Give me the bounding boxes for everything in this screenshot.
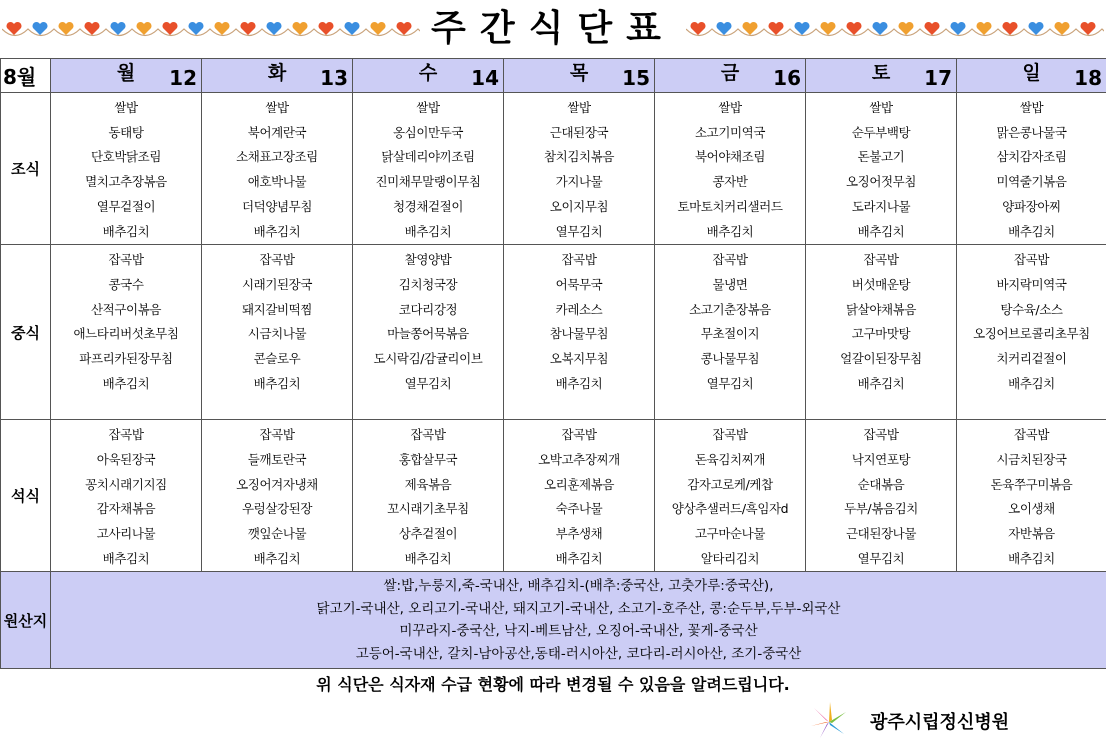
menu-item: 콩국수 <box>108 276 144 292</box>
menu-item: 고구마맛탕 <box>851 326 911 342</box>
menu-item: 돼지갈비떡찜 <box>241 301 313 317</box>
origin-label: 원산지 <box>1 572 51 669</box>
menu-cell <box>957 420 1106 572</box>
heart-icon <box>370 22 385 35</box>
menu-item: 소고기미역국 <box>694 124 766 140</box>
menu-item: 맑은콩나물국 <box>996 124 1067 140</box>
menu-cell <box>655 420 806 572</box>
menu-item: 탕수육/소스 <box>1000 301 1063 317</box>
day-header <box>957 59 1106 93</box>
menu-item: 쌀밥 <box>1019 100 1044 115</box>
menu-item: 잡곡밥 <box>410 427 446 443</box>
menu-item: 김치청국장 <box>398 276 458 292</box>
heart-icon <box>742 22 757 35</box>
hospital-logo-icon <box>810 700 848 740</box>
menu-item: 열무김치 <box>857 550 905 566</box>
menu-item: 닭살야채볶음 <box>845 301 917 317</box>
menu-item: 열무김치 <box>555 223 603 239</box>
menu-item: 감자고로케/케찹 <box>687 476 773 492</box>
menu-item: 배추김치 <box>1008 223 1055 239</box>
origin-line: 고등어-국내산, 갈치-남아공산,동태-러시아산, 코다리-러시아산, 조기-중국산 <box>355 645 802 662</box>
menu-item: 배추김치 <box>404 550 452 566</box>
menu-item: 잡곡밥 <box>712 427 748 443</box>
menu-item: 진미채무말랭이무침 <box>375 174 481 190</box>
menu-item: 쌀밥 <box>265 100 289 115</box>
heart-icon <box>690 22 705 35</box>
menu-cell <box>957 245 1106 420</box>
heart-icon <box>950 22 965 35</box>
title-bar <box>0 0 1106 58</box>
menu-item: 우렁살강된장 <box>241 501 313 517</box>
day-number: 13 <box>320 66 348 90</box>
menu-item: 배추김치 <box>102 223 150 239</box>
menu-item: 오리훈제볶음 <box>543 476 615 492</box>
menu-item: 홍합살무국 <box>398 451 458 467</box>
menu-item: 버섯매운탕 <box>851 276 911 292</box>
menu-item: 꼬시래기초무침 <box>387 501 469 517</box>
menu-item: 양상추샐러드/흑임자d <box>671 501 789 517</box>
menu-item: 단호박닭조림 <box>90 149 162 165</box>
meal-row-dinner <box>1 420 1106 572</box>
menu-item: 오징어젓무침 <box>845 174 917 190</box>
menu-item: 시래기된장국 <box>241 276 313 292</box>
day-name: 일 <box>1022 62 1041 84</box>
menu-item: 미역줄기볶음 <box>996 174 1067 190</box>
menu-cell <box>202 420 353 572</box>
day-name: 토 <box>871 62 891 84</box>
menu-item: 배추김치 <box>1008 550 1055 566</box>
day-header <box>51 59 202 93</box>
heart-icon <box>846 22 861 35</box>
menu-item: 낙지연포탕 <box>851 451 911 467</box>
heart-icon <box>898 22 913 35</box>
day-number: 16 <box>773 66 801 90</box>
heart-icon <box>794 22 809 35</box>
menu-item: 바지락미역국 <box>996 276 1067 292</box>
notice-text: 위 식단은 식자재 수급 현황에 따라 변경될 수 있음을 알려드립니다. <box>316 675 790 694</box>
menu-cell <box>51 93 202 245</box>
menu-item: 오박고추장찌개 <box>538 451 620 467</box>
menu-item: 잡곡밥 <box>1013 252 1050 268</box>
menu-item: 알타리김치 <box>700 550 760 566</box>
menu-item: 잡곡밥 <box>863 427 899 443</box>
heart-icon <box>188 22 203 35</box>
hospital-name: 광주시립정신병원 <box>870 712 1010 733</box>
meal-label: 중식 <box>1 245 51 420</box>
menu-item: 돈육김치찌개 <box>694 451 766 467</box>
heart-icon <box>1002 22 1017 35</box>
menu-cell <box>202 245 353 420</box>
menu-item: 얼갈이된장무침 <box>840 351 922 367</box>
day-header <box>655 59 806 93</box>
heart-icon <box>768 22 783 35</box>
menu-item: 잡곡밥 <box>863 252 899 268</box>
heart-icon <box>292 22 307 35</box>
menu-item: 가지나물 <box>555 174 603 190</box>
menu-item: 오이생채 <box>1008 501 1055 517</box>
day-number: 14 <box>471 66 499 90</box>
menu-item: 북어계란국 <box>247 124 307 140</box>
menu-item: 삼치감자조림 <box>996 149 1067 165</box>
day-name: 목 <box>569 62 589 84</box>
day-name: 금 <box>720 62 740 84</box>
heart-icon <box>58 22 73 35</box>
menu-item: 쌀밥 <box>869 100 893 115</box>
menu-item: 북어야채조림 <box>694 149 766 165</box>
day-number: 18 <box>1074 66 1102 90</box>
menu-item: 열무김치 <box>706 375 754 391</box>
menu-item: 쌀밥 <box>114 100 138 115</box>
heart-icon <box>1054 22 1069 35</box>
menu-item: 산적구이볶음 <box>90 301 162 317</box>
menu-item: 동태탕 <box>108 124 144 140</box>
meal-label: 석식 <box>1 420 51 572</box>
menu-item: 오이지무침 <box>549 198 609 214</box>
header-row <box>1 59 1106 93</box>
heart-icon <box>266 22 281 35</box>
menu-item: 어묵무국 <box>555 276 603 292</box>
menu-item: 참나물무침 <box>549 326 609 342</box>
menu-item: 배추김치 <box>1008 375 1055 391</box>
menu-item: 돈육쭈구미볶음 <box>990 476 1073 492</box>
menu-item: 배추김치 <box>253 375 301 391</box>
menu-item: 오징어겨자냉채 <box>236 476 318 492</box>
heart-icon <box>344 22 359 35</box>
menu-cell <box>655 245 806 420</box>
day-header <box>202 59 353 93</box>
menu-cell <box>202 93 353 245</box>
menu-item: 도시락김/감귤리이브 <box>373 351 483 367</box>
menu-item: 멸치고추장볶음 <box>85 174 167 190</box>
meal-row-lunch <box>1 245 1106 420</box>
heart-icon <box>716 22 731 35</box>
meal-label: 조식 <box>1 93 51 245</box>
menu-cell <box>655 93 806 245</box>
heart-icon <box>32 22 47 35</box>
heart-icon <box>162 22 177 35</box>
menu-item: 근대된장나물 <box>845 526 917 542</box>
menu-item: 찰영양밥 <box>404 252 452 268</box>
menu-item: 쌀밥 <box>567 100 591 115</box>
menu-item: 무초절이지 <box>700 326 760 342</box>
menu-item: 들깨토란국 <box>247 451 307 467</box>
menu-table <box>0 58 1106 669</box>
menu-item: 잡곡밥 <box>108 427 144 443</box>
menu-cell <box>51 420 202 572</box>
menu-item: 상추겉절이 <box>398 526 458 542</box>
menu-item: 배추김치 <box>253 223 301 239</box>
menu-item: 시금치나물 <box>247 326 307 342</box>
menu-item: 배추김치 <box>253 550 301 566</box>
heart-icon <box>924 22 939 35</box>
menu-item: 고사리나물 <box>96 526 156 542</box>
menu-item: 청경채겉절이 <box>392 198 464 214</box>
menu-item: 잡곡밥 <box>561 252 597 268</box>
menu-item: 두부/볶음김치 <box>844 501 918 517</box>
heart-garland-right-icon <box>686 14 1104 44</box>
menu-item: 물냉면 <box>712 276 748 292</box>
menu-cell <box>504 420 655 572</box>
menu-item: 마늘쫑어묵볶음 <box>387 326 469 342</box>
menu-item: 꽁치시래기지짐 <box>85 476 167 492</box>
menu-item: 돈불고기 <box>857 149 905 165</box>
origin-line: 닭고기-국내산, 오리고기-국내산, 돼지고기-국내산, 소고기-호주산, 콩:순두부,두부-외국산 <box>316 600 841 617</box>
menu-item: 양파장아찌 <box>1002 198 1061 214</box>
day-name: 화 <box>267 62 287 84</box>
heart-icon <box>84 22 99 35</box>
menu-item: 제육볶음 <box>404 476 452 492</box>
menu-item: 소채표고장조림 <box>236 149 318 165</box>
menu-item: 더덕양념무침 <box>241 198 313 214</box>
menu-item: 콩자반 <box>712 174 748 190</box>
menu-item: 자반볶음 <box>1008 526 1055 542</box>
origin-line: 미꾸라지-중국산, 낙지-베트남산, 오징어-국내산, 꽃게-중국산 <box>399 623 758 640</box>
origin-text <box>51 572 1106 669</box>
heart-icon <box>6 22 21 35</box>
heart-icon <box>976 22 991 35</box>
menu-item: 순대볶음 <box>857 476 905 492</box>
menu-item: 순두부백탕 <box>851 124 911 140</box>
menu-item: 아욱된장국 <box>96 451 156 467</box>
menu-cell <box>504 93 655 245</box>
menu-item: 잡곡밥 <box>712 252 748 268</box>
menu-item: 쌀밥 <box>718 100 742 115</box>
heart-garland-left-icon <box>2 14 420 44</box>
menu-item: 코다리강정 <box>398 301 458 317</box>
menu-item: 잡곡밥 <box>259 252 295 268</box>
heart-icon <box>214 22 229 35</box>
day-name: 월 <box>116 62 136 84</box>
menu-item: 부추생채 <box>555 526 603 542</box>
heart-icon <box>396 22 411 35</box>
menu-cell <box>51 245 202 420</box>
day-header <box>353 59 504 93</box>
day-header <box>806 59 957 93</box>
menu-item: 파프리카된장무침 <box>79 351 173 367</box>
menu-item: 참치김치볶음 <box>543 149 615 165</box>
menu-item: 잡곡밥 <box>1013 427 1050 443</box>
menu-item: 오징어브로콜리초무침 <box>973 326 1090 342</box>
heart-icon <box>110 22 125 35</box>
month-label: 8월 <box>1 59 51 93</box>
menu-item: 열무겉절이 <box>96 198 156 214</box>
menu-item: 콩나물무침 <box>700 351 760 367</box>
meal-row-breakfast <box>1 93 1106 245</box>
menu-item: 애느타리버섯초무침 <box>73 326 179 342</box>
menu-item: 열무김치 <box>404 375 452 391</box>
menu-item: 치커리겉절이 <box>996 351 1067 367</box>
menu-item: 콘슬로우 <box>253 351 301 367</box>
menu-item: 배추김치 <box>706 223 754 239</box>
menu-item: 닭살데리야끼조림 <box>381 149 475 165</box>
menu-item: 깻잎순나물 <box>247 526 307 542</box>
page-title: 주간식단표 <box>431 8 675 49</box>
menu-item: 도라지나물 <box>851 198 911 214</box>
menu-item: 배추김치 <box>102 375 150 391</box>
menu-item: 감자채볶음 <box>96 501 156 517</box>
menu-item: 배추김치 <box>555 375 603 391</box>
menu-cell <box>353 93 504 245</box>
day-name: 수 <box>418 62 438 84</box>
heart-icon <box>872 22 887 35</box>
menu-item: 쌀밥 <box>416 100 440 115</box>
menu-item: 잡곡밥 <box>108 252 144 268</box>
menu-cell <box>353 245 504 420</box>
heart-icon <box>136 22 151 35</box>
menu-cell <box>806 245 957 420</box>
menu-item: 토마토치커리샐러드 <box>677 198 783 214</box>
menu-item: 시금치된장국 <box>996 451 1067 467</box>
menu-item: 잡곡밥 <box>561 427 597 443</box>
menu-item: 숙주나물 <box>555 501 603 517</box>
heart-icon <box>240 22 255 35</box>
menu-item: 카레소스 <box>555 301 603 317</box>
menu-item: 애호박나물 <box>247 174 307 190</box>
heart-icon <box>1028 22 1043 35</box>
day-number: 17 <box>924 66 952 90</box>
heart-icon <box>318 22 333 35</box>
menu-item: 배추김치 <box>404 223 452 239</box>
menu-cell <box>957 93 1106 245</box>
day-number: 15 <box>622 66 650 90</box>
menu-item: 소고기춘장볶음 <box>689 301 771 317</box>
origin-line: 쌀:밥,누룽지,죽-국내산, 배추김치-(배추:중국산, 고춧가루:중국산), <box>383 578 774 595</box>
origin-row <box>1 572 1106 669</box>
heart-icon <box>1080 22 1095 35</box>
menu-item: 근대된장국 <box>549 124 609 140</box>
day-number: 12 <box>169 66 197 90</box>
menu-item: 배추김치 <box>555 550 603 566</box>
menu-item: 고구마순나물 <box>694 526 766 542</box>
menu-cell <box>806 420 957 572</box>
menu-item: 잡곡밥 <box>259 427 295 443</box>
menu-cell <box>353 420 504 572</box>
menu-item: 오복지무침 <box>549 351 609 367</box>
menu-item: 배추김치 <box>102 550 150 566</box>
menu-item: 배추김치 <box>857 375 905 391</box>
heart-icon <box>820 22 835 35</box>
day-header <box>504 59 655 93</box>
menu-item: 옹심이만두국 <box>392 124 464 140</box>
menu-cell <box>806 93 957 245</box>
menu-cell <box>504 245 655 420</box>
menu-item: 배추김치 <box>857 223 905 239</box>
